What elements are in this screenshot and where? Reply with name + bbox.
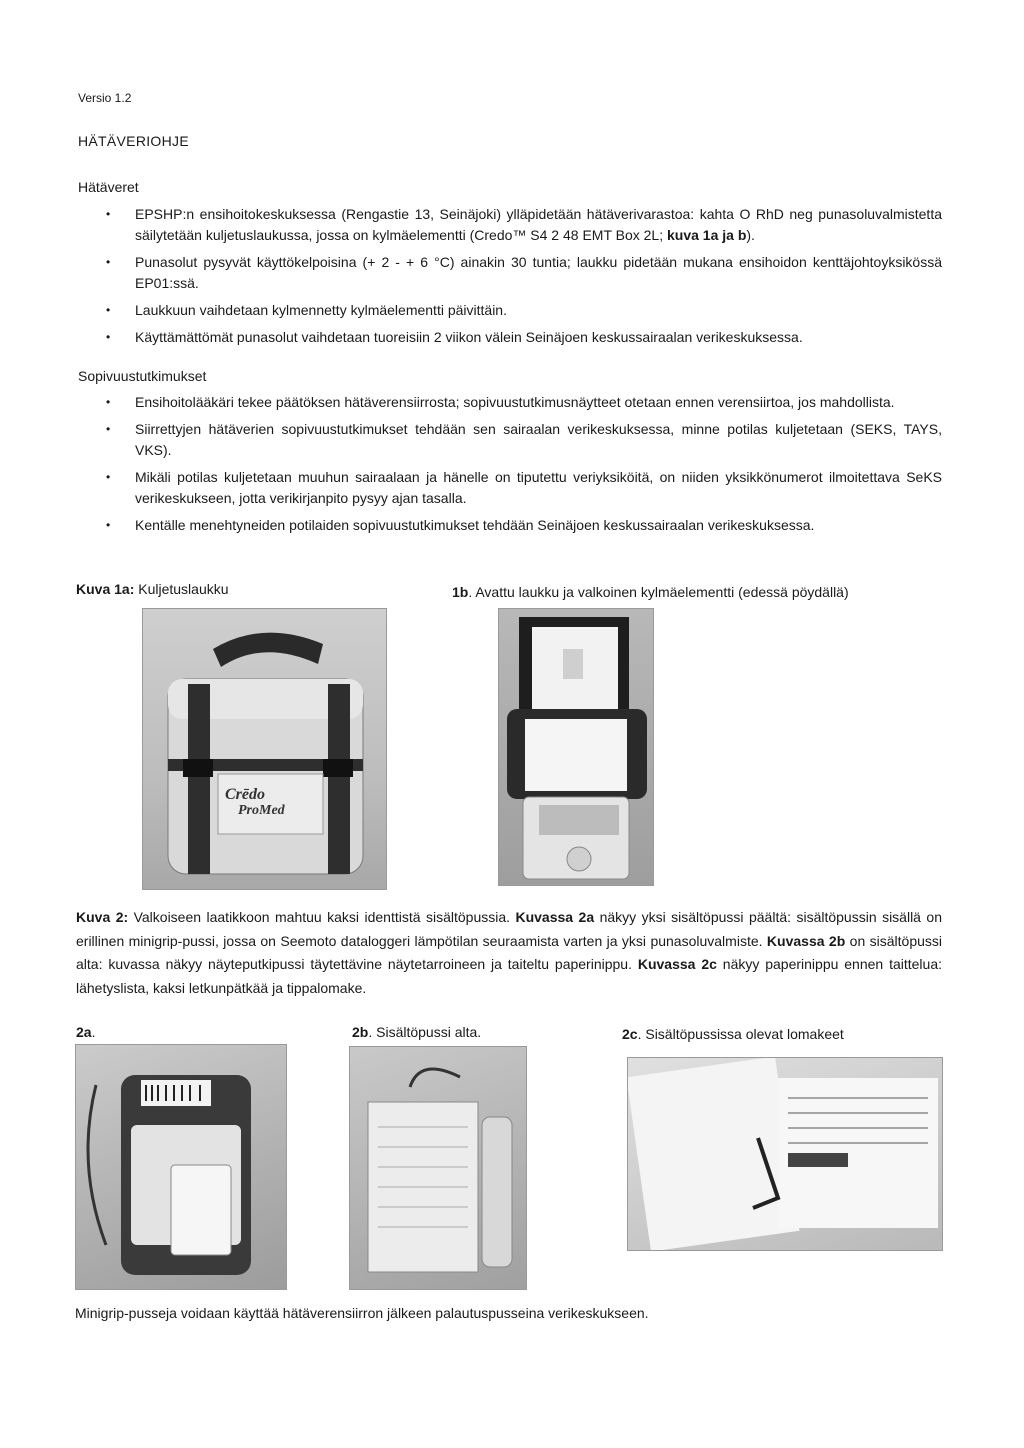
caption-label: 2b xyxy=(352,1024,369,1040)
caption-label: Kuva 2: xyxy=(76,909,129,925)
bullet-icon: • xyxy=(106,207,111,221)
list-item-text: Siirrettyjen hätäverien sopivuustutkimukset tehdään sen sairaalan verikeskuksessa, minne potilas kuljetetaan (SEKS, TAYS, VKS). xyxy=(135,421,942,458)
caption-label: 2a xyxy=(76,1024,92,1040)
paragraph-text: näkyy paperinippu ennen taittelua: lähetyslista, kaksi letkunpätkää ja tippalomake. xyxy=(76,956,942,996)
caption-label: 1b xyxy=(452,584,469,600)
caption-text: . Sisältöpussissa olevat lomakeet xyxy=(637,1026,844,1042)
list-item-text: EPSHP:n ensihoitokeskuksessa (Rengastie 13, Seinäjoki) ylläpidetään hätäverivarastoa: kahta O RhD neg punasoluvalmistetta säilytetään kuljetuslaukussa, jossa on kylmäelementti (Credo™ S4 2 48 EMT Box 2L; xyxy=(135,206,942,243)
bullet-icon: • xyxy=(106,255,111,269)
list-item-text: Mikäli potilas kuljetetaan muuhun sairaalaan ja hänelle on tiputettu veriyksiköitä, on niiden yksikkönumerot ilmoitettava SeKS verikeskukseen, jotta verikirjanpito pysyy ajan tasalla. xyxy=(135,469,942,506)
bag-logo-credo: Crēdo xyxy=(225,786,265,803)
list-item-text: Kentälle menehtyneiden potilaiden sopivuustutkimukset tehdään Seinäjoen keskussairaalan verikeskuksessa. xyxy=(135,517,815,533)
figure-reference: Kuvassa 2b xyxy=(766,932,846,949)
caption-text: . Avattu laukku ja valkoinen kylmäelementti (edessä pöydällä) xyxy=(468,584,849,600)
document-title: HÄTÄVERIOHJE xyxy=(78,133,189,149)
content-bag-top-illustration xyxy=(76,1045,286,1289)
bag-illustration xyxy=(143,609,386,889)
caption-kuva-1b xyxy=(452,582,849,603)
section-heading-hataveret: Hätäveret xyxy=(78,179,139,195)
list-item-text: Punasolut pysyvät käyttökelpoisina (+ 2 - + 6 °C) ainakin 30 tuntia; laukku pidetään mukana ensihoidon kenttäjohtoyksikössä EP01:ssä. xyxy=(135,254,942,291)
version-label: Versio 1.2 xyxy=(78,91,132,105)
list-item-text: Laukkuun vaihdetaan kylmennetty kylmäelementti päivittäin. xyxy=(135,302,507,318)
photo-2a-content-bag-top xyxy=(75,1044,287,1290)
content-bag-bottom-illustration xyxy=(350,1047,526,1289)
bullet-icon: • xyxy=(106,303,111,317)
figure-reference: Kuvassa 2a xyxy=(515,909,595,925)
caption-2a xyxy=(76,1022,95,1043)
figure-reference: Kuvassa 2c xyxy=(637,956,717,972)
bullet-icon: • xyxy=(106,518,111,532)
photo-2b-content-bag-bottom xyxy=(349,1046,527,1290)
opened-bag-illustration xyxy=(499,609,653,885)
figure-reference: kuva 1a ja b xyxy=(667,227,747,243)
footer-note: Minigrip-pusseja voidaan käyttää hätäverensiirron jälkeen palautuspusseina verikeskukseen. xyxy=(75,1305,649,1321)
list-item xyxy=(106,204,942,246)
list-item xyxy=(106,419,942,461)
caption-2b xyxy=(352,1022,481,1043)
bullet-icon: • xyxy=(106,470,111,484)
photo-transport-bag xyxy=(142,608,387,890)
paragraph-text: on sisältöpussi alta: kuvassa näkyy näyteputkipussi täytettävine näytetarroineen ja taiteltu paperinippu. xyxy=(76,932,943,972)
caption-label: 2c xyxy=(622,1026,638,1042)
photo-2c-forms xyxy=(627,1057,943,1251)
bullet-icon: • xyxy=(106,330,111,344)
list-item xyxy=(106,467,942,509)
bullet-icon: • xyxy=(106,395,111,409)
photo-opened-bag xyxy=(498,608,654,886)
section-heading-sopivuustutkimukset: Sopivuustutkimukset xyxy=(78,368,207,384)
list-item xyxy=(106,252,942,294)
bag-logo-promed: ProMed xyxy=(238,803,285,818)
kuva-2-description xyxy=(76,906,942,1000)
list-item-text: Ensihoitolääkäri tekee päätöksen hätäverensiirrosta; sopivuustutkimusnäytteet otetaan ennen verensiirtoa, jos mahdollista. xyxy=(135,394,895,410)
list-item xyxy=(106,515,942,536)
forms-illustration xyxy=(628,1058,942,1250)
sopivuus-list xyxy=(106,392,942,542)
caption-text: Kuljetuslaukku xyxy=(134,581,229,597)
list-item xyxy=(106,392,942,413)
caption-2c xyxy=(622,1024,844,1045)
caption-text: . xyxy=(91,1024,96,1040)
list-item-text: Käyttämättömät punasolut vaihdetaan tuoreisiin 2 viikon välein Seinäjoen keskussairaalan verikeskuksessa. xyxy=(135,329,803,345)
list-item-text-end: ). xyxy=(746,227,755,243)
caption-text: . Sisältöpussi alta. xyxy=(368,1024,482,1040)
paragraph-text: Valkoiseen laatikkoon mahtuu kaksi identtistä sisältöpussia. xyxy=(128,909,516,925)
bullet-icon: • xyxy=(106,422,111,436)
caption-label: Kuva 1a: xyxy=(76,581,135,597)
list-item xyxy=(106,327,942,348)
hataveret-list xyxy=(106,204,942,354)
caption-kuva-1a xyxy=(76,579,229,600)
list-item xyxy=(106,300,942,321)
paragraph-text: näkyy yksi sisältöpussi päältä: sisältöpussin sisällä on erillinen minigrip-pussi, jossa on Seemoto dataloggeri lämpötilan seuraamista varten ja yksi punasoluvalmiste. xyxy=(76,909,942,949)
